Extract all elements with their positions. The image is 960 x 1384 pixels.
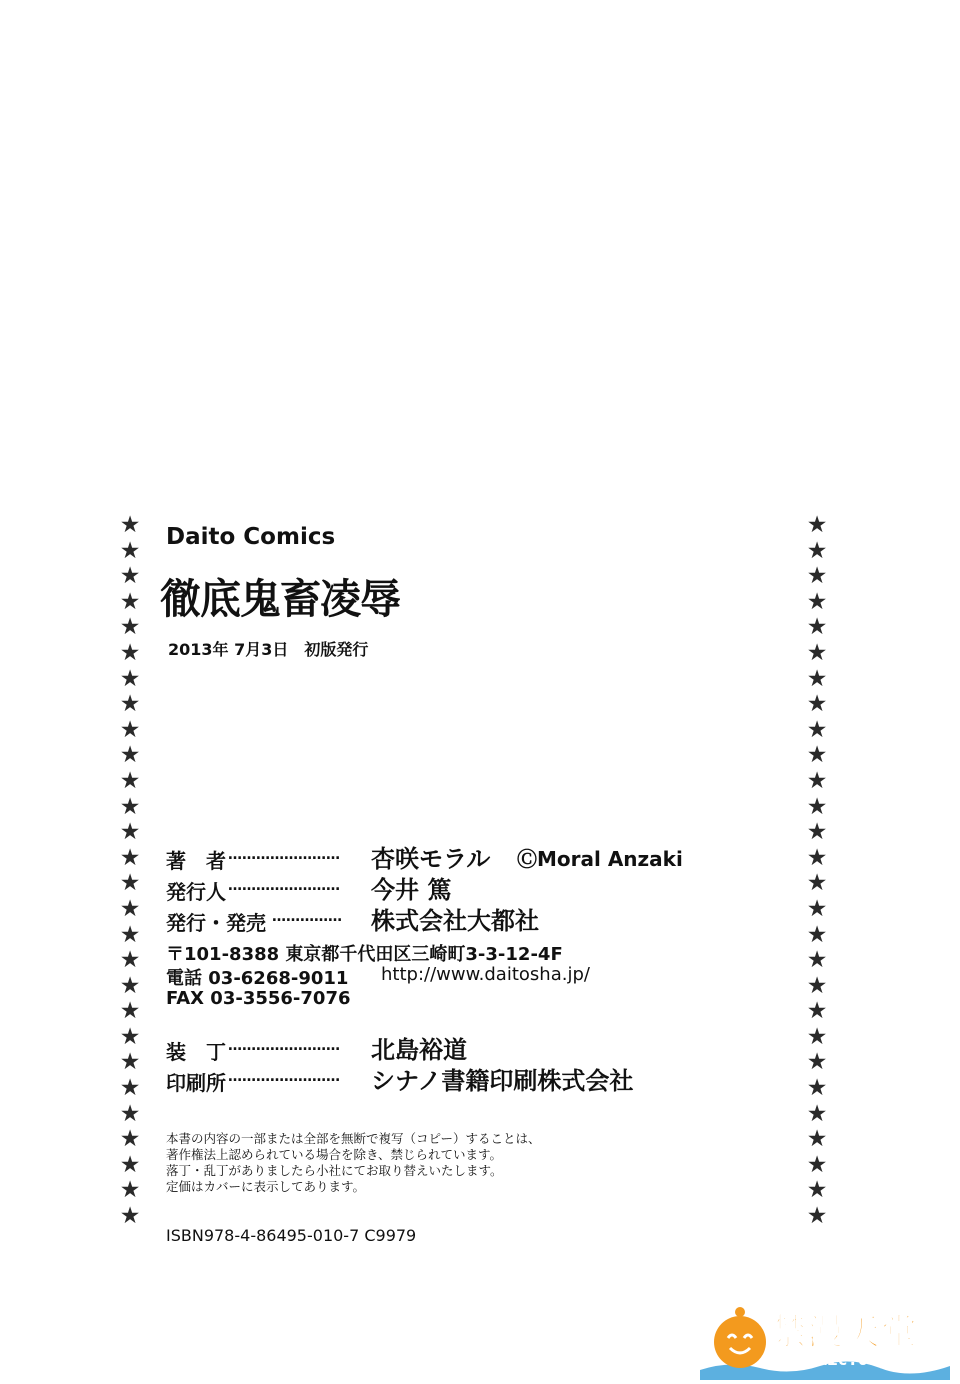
edition-date: 2013年 7月3日 初版発行 bbox=[168, 640, 369, 659]
right-border-star-icon: ★ bbox=[806, 972, 828, 999]
publisher-address: 〒101-8388 東京都千代田区三崎町3-3-12-4F bbox=[166, 944, 563, 965]
credit-author-dots: …………………… bbox=[228, 847, 340, 863]
right-border-star-icon: ★ bbox=[806, 614, 828, 641]
notice-line-3: 落丁・乱丁がありましたら小社にてお取り替えいたします。 bbox=[166, 1163, 503, 1178]
publisher-url: http://www.daitosha.jp/ bbox=[381, 964, 590, 985]
right-border-star-icon: ★ bbox=[806, 870, 828, 897]
right-border-star-icon: ★ bbox=[806, 1177, 828, 1204]
watermark-domain-text: 18comic.org bbox=[776, 1350, 889, 1370]
left-border-star-icon: ★ bbox=[119, 1075, 141, 1102]
credit-author-name: 杏咲モラル bbox=[371, 845, 491, 873]
left-border-star-icon: ★ bbox=[119, 639, 141, 666]
right-border-star-icon: ★ bbox=[806, 512, 828, 538]
publisher-phone: 電話 03-6268-9011 bbox=[166, 968, 349, 989]
credit-author-label: 著 者 bbox=[166, 849, 226, 873]
left-border-star-icon: ★ bbox=[119, 588, 141, 615]
left-star-border bbox=[119, 514, 143, 1231]
series-name: Daito Comics bbox=[166, 524, 336, 550]
right-border-star-icon: ★ bbox=[806, 793, 828, 820]
left-border-star-icon: ★ bbox=[119, 921, 141, 948]
right-border-star-icon: ★ bbox=[806, 947, 828, 974]
left-border-star-icon: ★ bbox=[119, 537, 141, 564]
right-border-star-icon: ★ bbox=[806, 998, 828, 1025]
right-border-star-icon: ★ bbox=[806, 767, 828, 794]
left-border-star-icon: ★ bbox=[119, 870, 141, 897]
left-border-star-icon: ★ bbox=[119, 767, 141, 794]
notice-line-4: 定価はカバーに表示してあります。 bbox=[166, 1179, 366, 1194]
right-border-star-icon: ★ bbox=[806, 742, 828, 769]
left-border-star-icon: ★ bbox=[119, 665, 141, 692]
left-border-star-icon: ★ bbox=[119, 563, 141, 590]
watermark-brand-text: 禁漫天堂 bbox=[770, 1312, 919, 1353]
left-border-star-icon: ★ bbox=[119, 1126, 141, 1153]
left-border-star-icon: ★ bbox=[119, 998, 141, 1025]
left-border-star-icon: ★ bbox=[119, 1100, 141, 1127]
right-border-star-icon: ★ bbox=[806, 1049, 828, 1076]
right-border-star-icon: ★ bbox=[806, 844, 828, 871]
left-border-star-icon: ★ bbox=[119, 1049, 141, 1076]
staff-printer-dots: …………………… bbox=[228, 1069, 340, 1085]
left-border-star-icon: ★ bbox=[119, 1203, 141, 1230]
left-border-star-icon: ★ bbox=[119, 819, 141, 846]
right-border-star-icon: ★ bbox=[806, 1126, 828, 1153]
watermark-logo bbox=[700, 1300, 950, 1380]
right-border-star-icon: ★ bbox=[806, 819, 828, 846]
left-border-star-icon: ★ bbox=[119, 512, 141, 538]
right-star-border bbox=[806, 514, 830, 1231]
left-border-star-icon: ★ bbox=[119, 716, 141, 743]
right-border-star-icon: ★ bbox=[806, 895, 828, 922]
credit-issuer-label: 発行・発売 bbox=[166, 911, 266, 935]
right-border-star-icon: ★ bbox=[806, 588, 828, 615]
left-border-star-icon: ★ bbox=[119, 1177, 141, 1204]
left-border-star-icon: ★ bbox=[119, 1151, 141, 1178]
right-border-star-icon: ★ bbox=[806, 1075, 828, 1102]
right-border-star-icon: ★ bbox=[806, 639, 828, 666]
right-border-star-icon: ★ bbox=[806, 1023, 828, 1050]
notice-line-1: 本書の内容の一部または全部を無断で複写（コピー）することは、 bbox=[166, 1131, 541, 1146]
left-border-star-icon: ★ bbox=[119, 895, 141, 922]
isbn: ISBN978-4-86495-010-7 C9979 bbox=[166, 1226, 417, 1245]
book-title: 徹底鬼畜凌辱 bbox=[160, 575, 400, 623]
credit-issuer-dots: …………… bbox=[272, 909, 342, 925]
right-border-star-icon: ★ bbox=[806, 665, 828, 692]
left-border-star-icon: ★ bbox=[119, 947, 141, 974]
left-border-star-icon: ★ bbox=[119, 793, 141, 820]
credit-publisher-name: 今井 篤 bbox=[371, 876, 452, 904]
credit-publisher-label: 発行人 bbox=[166, 880, 226, 904]
left-border-star-icon: ★ bbox=[119, 972, 141, 999]
publisher-fax: FAX 03-3556-7076 bbox=[166, 988, 351, 1009]
right-border-star-icon: ★ bbox=[806, 921, 828, 948]
right-border-star-icon: ★ bbox=[806, 716, 828, 743]
left-border-star-icon: ★ bbox=[119, 691, 141, 718]
right-border-star-icon: ★ bbox=[806, 563, 828, 590]
staff-design-dots: …………………… bbox=[228, 1038, 340, 1054]
right-border-star-icon: ★ bbox=[806, 537, 828, 564]
staff-printer-label: 印刷所 bbox=[166, 1071, 226, 1095]
left-border-star-icon: ★ bbox=[119, 614, 141, 641]
credit-author-copyright: ⒸMoral Anzaki bbox=[517, 847, 683, 871]
staff-design-label: 装 丁 bbox=[166, 1040, 226, 1064]
credit-publisher-dots: …………………… bbox=[228, 878, 340, 894]
right-border-star-icon: ★ bbox=[806, 1151, 828, 1178]
smiling-face-icon bbox=[714, 1316, 766, 1368]
right-border-star-icon: ★ bbox=[806, 1100, 828, 1127]
notice-line-2: 著作権法上認められている場合を除き、禁じられています。 bbox=[166, 1147, 503, 1162]
left-border-star-icon: ★ bbox=[119, 742, 141, 769]
right-border-star-icon: ★ bbox=[806, 691, 828, 718]
staff-printer-name: シナノ書籍印刷株式会社 bbox=[371, 1067, 634, 1095]
right-border-star-icon: ★ bbox=[806, 1203, 828, 1230]
staff-design-name: 北島裕道 bbox=[371, 1036, 467, 1064]
credit-issuer-name: 株式会社大都社 bbox=[371, 907, 539, 935]
left-border-star-icon: ★ bbox=[119, 844, 141, 871]
left-border-star-icon: ★ bbox=[119, 1023, 141, 1050]
